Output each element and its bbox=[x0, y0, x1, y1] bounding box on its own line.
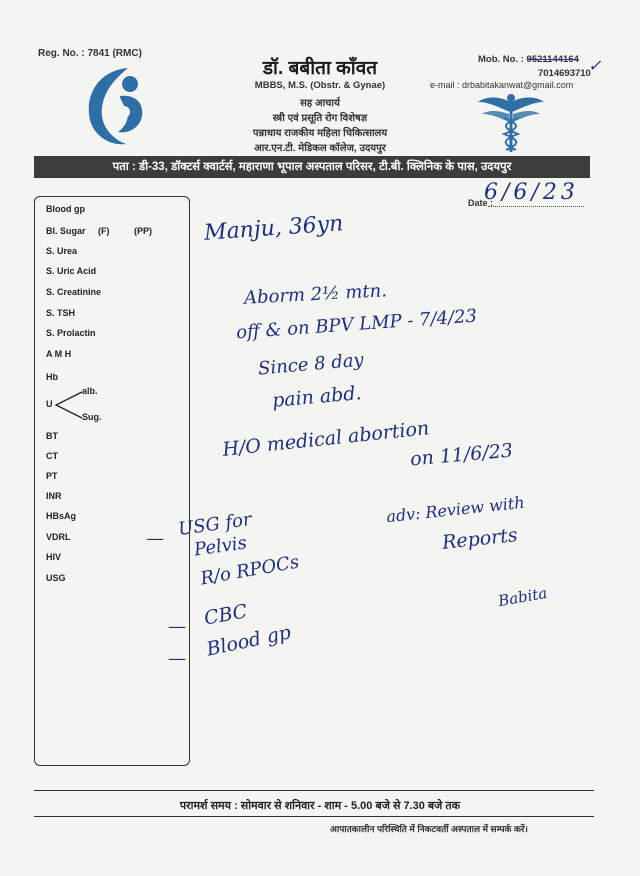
test-pt: PT bbox=[46, 471, 58, 481]
test-bl-sugar bbox=[46, 226, 152, 236]
investigation-line-1: USG for bbox=[176, 508, 253, 541]
date-line bbox=[488, 206, 584, 207]
registration-number: Reg. No. : 7841 (RMC) bbox=[38, 48, 142, 59]
investigation-line-5: Blood gp bbox=[204, 621, 293, 661]
footer-divider-bottom bbox=[34, 816, 594, 817]
history-line-1: H/O medical abortion bbox=[221, 417, 431, 461]
mobile-label: Mob. No. : bbox=[478, 54, 524, 65]
test-bl-sugar-label: Bl. Sugar bbox=[46, 226, 86, 236]
investigation-line-4: CBC bbox=[202, 600, 249, 630]
doctor-name: डॉ. बबीता कॉंवत bbox=[262, 58, 378, 79]
patient-name-age: Manju, 36yn bbox=[203, 211, 345, 246]
test-vdrl: VDRL bbox=[46, 532, 71, 542]
complaint-line-4: pain abd. bbox=[271, 382, 363, 412]
history-line-2: on 11/6/23 bbox=[409, 439, 514, 471]
test-s-creatinine: S. Creatinine bbox=[46, 287, 102, 297]
college-name: आर.एन.टी. मेडिकल कॉलेज, उदयपुर bbox=[254, 143, 386, 154]
speciality: स्त्री एवं प्रसूति रोग विशेषज्ञ bbox=[272, 113, 368, 124]
advice-line-1: adv: Review with bbox=[385, 492, 526, 527]
test-ct: CT bbox=[46, 451, 58, 461]
test-urine: U bbox=[46, 399, 53, 409]
test-bl-sugar-f: (F) bbox=[98, 226, 110, 236]
test-amh: A M H bbox=[46, 349, 72, 359]
check-mark-icon: ✓ bbox=[588, 56, 602, 75]
test-s-urea: S. Urea bbox=[46, 246, 78, 256]
hospital-name: पन्नाधाय राजकीय महिला चिकित्सालय bbox=[252, 128, 388, 139]
test-s-tsh: S. TSH bbox=[46, 308, 76, 318]
test-hiv: HIV bbox=[46, 552, 62, 562]
investigation-dash-1: — bbox=[146, 528, 164, 549]
footer-divider-top bbox=[34, 790, 594, 791]
investigations-box bbox=[34, 196, 190, 766]
mobile-number-2: 7014693710 bbox=[538, 68, 591, 79]
test-s-prolactin: S. Prolactin bbox=[46, 328, 96, 338]
designation: सह आचार्य bbox=[300, 98, 340, 109]
qualification: MBBS, M.S. (Obstr. & Gynae) bbox=[254, 80, 386, 91]
test-urine-alb: alb. bbox=[82, 386, 98, 396]
date-label: Date : bbox=[468, 198, 494, 208]
investigation-line-2: Pelvis bbox=[192, 532, 249, 561]
test-inr: INR bbox=[46, 491, 62, 501]
mobile-number bbox=[478, 54, 579, 65]
caduceus-icon bbox=[476, 92, 546, 154]
emergency-note: आपातकालीन परिस्थिति में निकटवर्ती अस्पताल में सम्पर्क करें। bbox=[330, 824, 528, 834]
test-hbsag: HBsAg bbox=[46, 511, 77, 521]
test-blood-gp: Blood gp bbox=[46, 204, 85, 214]
complaint-line-1: Aborm 2½ mtn. bbox=[243, 280, 388, 309]
test-urine-sug: Sug. bbox=[82, 412, 102, 422]
urine-bracket-icon bbox=[54, 390, 84, 420]
complaint-line-2: off & on BPV LMP - 7/4/23 bbox=[235, 305, 478, 344]
test-s-uric-acid: S. Uric Acid bbox=[46, 266, 97, 276]
complaint-line-3: Since 8 day bbox=[257, 349, 365, 380]
test-bl-sugar-pp: (PP) bbox=[134, 226, 153, 236]
email: e-mail : drbabitakanwat@gmail.com bbox=[430, 80, 574, 90]
advice-line-2: Reports bbox=[441, 524, 519, 554]
address-bar: पता : डी-33, डॉक्टर्स क्वार्टर्स, महाराणा भूपाल अस्पताल परिसर, टी.बी. क्लिनिक के पास, उदयपुर bbox=[34, 156, 590, 178]
doctor-signature: Babita bbox=[496, 583, 549, 611]
date-value: 6/6/23 bbox=[484, 180, 579, 205]
mobile-number-1: 9521144164 bbox=[526, 54, 579, 65]
consultation-timing: परामर्श समय : सोमवार से शनिवार - शाम - 5.00 बजे से 7.30 बजे तक bbox=[179, 800, 461, 812]
investigation-line-3: R/o RPOCs bbox=[198, 551, 301, 590]
test-bt: BT bbox=[46, 431, 58, 441]
test-usg: USG bbox=[46, 573, 66, 583]
test-hb: Hb bbox=[46, 372, 58, 382]
investigation-dash-2: — bbox=[168, 616, 186, 637]
investigation-dash-3: — bbox=[168, 648, 186, 669]
